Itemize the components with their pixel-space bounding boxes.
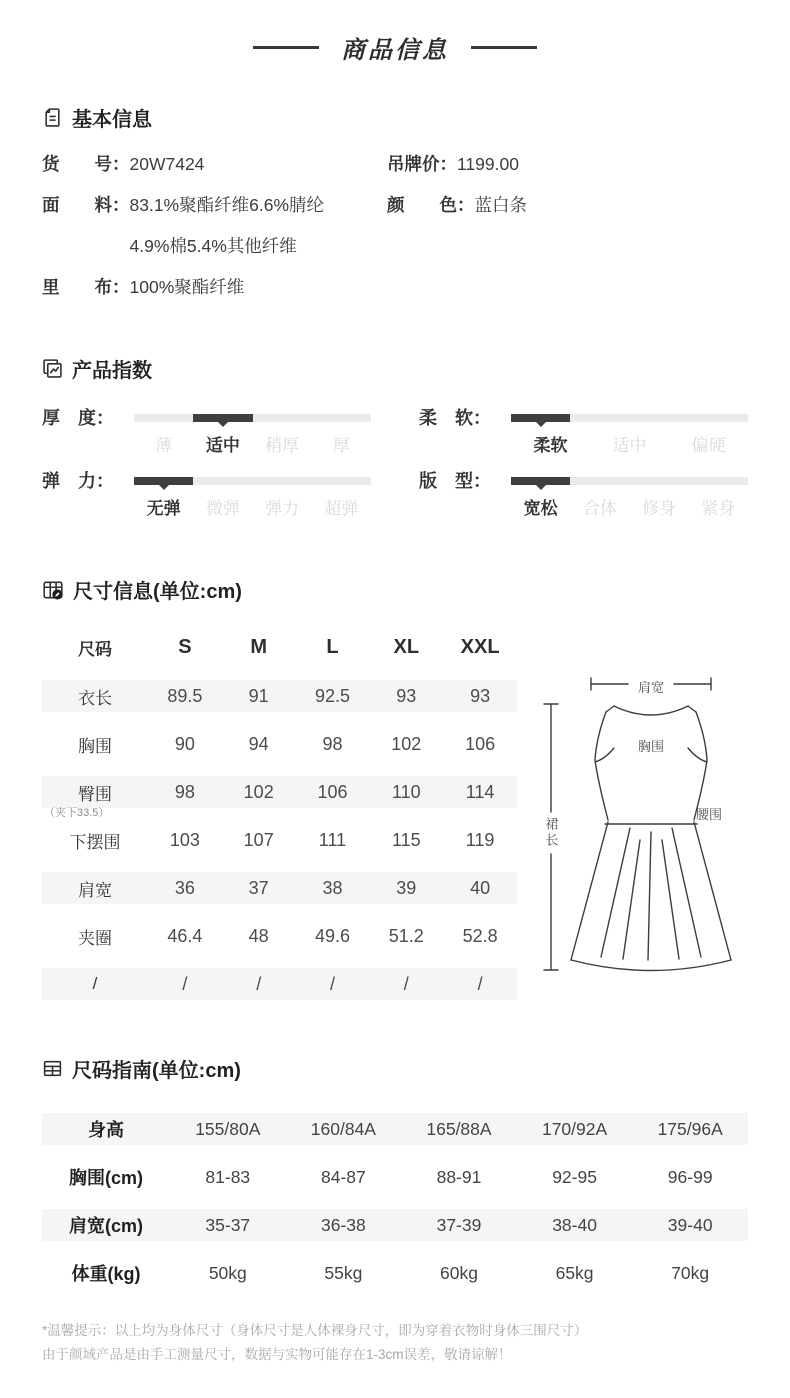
index-slider-track [134, 477, 371, 485]
index-slider-option: 紧身 [701, 499, 736, 518]
index-slider-option: 厚 [332, 436, 350, 455]
product-index-title: 产品指数 [72, 360, 152, 382]
size-table-cell: / [148, 960, 222, 1008]
index-slider-label: 版 型： [419, 471, 491, 491]
guide-table-row [42, 1153, 748, 1201]
diagram-shoulder-label: 肩宽 [637, 680, 665, 695]
index-slider-option: 柔软 [533, 436, 568, 455]
index-slider-active-segment [511, 414, 570, 422]
size-table-cell: / [443, 960, 517, 1008]
size-table-cell: 51.2 [388, 925, 424, 946]
size-table-cell: 102 [391, 733, 422, 754]
index-slider-active-segment [134, 477, 193, 485]
index-slider-label: 弹 力： [42, 471, 114, 491]
index-slider [419, 407, 748, 456]
index-slider-option: 弹力 [265, 499, 300, 518]
size-info-title: 尺寸信息(单位:cm) [73, 581, 242, 603]
index-slider-active-segment [193, 414, 252, 422]
footer-note [0, 1319, 790, 1368]
size-table-cell: / [369, 960, 443, 1008]
index-slider-option: 无弹 [146, 499, 181, 518]
guide-table-cell: 96-99 [667, 1166, 713, 1187]
info-field-label: 吊牌价： [387, 154, 457, 174]
size-table-cell: 36 [148, 864, 222, 912]
size-table-cell: 106 [296, 768, 370, 816]
size-row-label: 下摆围 [69, 832, 121, 852]
size-row-label: 臀围 （夹下33.5） [42, 768, 148, 816]
index-slider-track [511, 414, 748, 422]
guide-table-cell: 60kg [440, 1262, 478, 1283]
index-slider-option: 适中 [612, 436, 647, 455]
size-table-cell: 91 [222, 672, 296, 720]
size-table-row [42, 672, 517, 720]
header-left-rule [253, 46, 319, 49]
size-table-cell: 52.8 [462, 925, 498, 946]
guide-row-label: 体重(kg) [71, 1264, 141, 1284]
size-row-label: 肩宽 [42, 864, 148, 912]
index-slider-active-segment [511, 477, 570, 485]
size-table [42, 622, 517, 1008]
guide-table-cell: 38-40 [517, 1201, 633, 1249]
index-slider-option: 宽松 [523, 499, 558, 518]
size-table-cell: 46.4 [167, 925, 203, 946]
info-field-label: 里 布： [42, 277, 130, 297]
info-field [387, 144, 748, 185]
guide-table-cell: 55kg [324, 1262, 363, 1283]
info-field [387, 185, 748, 226]
guide-table-cell: 165/88A [401, 1105, 517, 1153]
info-field-value: 蓝白条 [474, 195, 527, 215]
size-table-cell: 102 [222, 768, 296, 816]
size-table-cell: 48 [248, 925, 269, 946]
size-table-cell: 38 [296, 864, 370, 912]
size-table-header-cell: XL [393, 635, 420, 658]
trend-chart-icon [42, 358, 63, 379]
size-row-note: （夹下33.5） [44, 807, 110, 819]
guide-table-row [42, 1201, 748, 1249]
index-slider-option: 稍厚 [265, 436, 300, 455]
guide-table-cell: 65kg [555, 1262, 594, 1283]
size-info-title-row [42, 575, 748, 604]
size-row-label: 衣长 [42, 672, 148, 720]
info-field-label: 面 料： [42, 195, 130, 215]
info-field-value: 100%聚酯纤维 [129, 277, 245, 297]
size-info-section [0, 575, 790, 1008]
basic-info-title-row [42, 103, 748, 132]
header-right-rule [471, 46, 537, 49]
index-slider-label: 柔 软： [419, 408, 491, 428]
size-table-header-cell: L [326, 635, 339, 658]
index-slider [42, 407, 371, 456]
size-table-row [42, 864, 517, 912]
size-table-cell: 94 [248, 733, 269, 754]
document-icon [42, 107, 63, 128]
guide-table-row [42, 1105, 748, 1153]
index-slider-marker [218, 422, 228, 432]
size-table-header-cell: XXL [460, 635, 500, 658]
index-slider-marker [536, 422, 546, 432]
size-table-cell: 106 [465, 733, 496, 754]
measure-table-icon [42, 579, 64, 601]
guide-table-cell: 81-83 [205, 1166, 251, 1187]
basic-info-section [0, 103, 790, 308]
info-field [42, 185, 387, 267]
footer-note-line2: 由于颜域产品是由手工测量尺寸，数据与实物可能存在1-3cm误差，敬请谅解！ [42, 1347, 512, 1363]
page-header [0, 0, 790, 65]
index-slider-track [511, 477, 748, 485]
guide-table-cell: 39-40 [632, 1201, 748, 1249]
basic-info-left-column [42, 144, 387, 308]
diagram-waist-label: 腰围 [696, 807, 723, 822]
dress-outline-drawing [533, 670, 748, 982]
size-table-cell: 39 [369, 864, 443, 912]
footer-note-line1: *温馨提示：以上均为身体尺寸（身体尺寸是人体裸身尺寸，即为穿着衣物时身体三围尺寸） [42, 1323, 588, 1338]
product-index-section [0, 354, 790, 519]
size-table-row [42, 720, 517, 768]
index-slider-option: 超弹 [324, 499, 359, 518]
info-field-value: 1199.00 [457, 154, 519, 174]
index-slider-option: 合体 [582, 499, 617, 518]
guide-table-cell: 170/92A [517, 1105, 633, 1153]
size-table-header-cell: M [250, 635, 268, 658]
size-row-label: / [42, 960, 148, 1008]
index-slider-marker [536, 485, 546, 495]
index-slider-option: 薄 [155, 436, 173, 455]
size-table-header-cell: S [178, 635, 192, 658]
size-table-row [42, 912, 517, 960]
size-table-cell: 93 [443, 672, 517, 720]
guide-row-label: 肩宽(cm) [42, 1201, 170, 1249]
index-slider-track [134, 414, 371, 422]
size-table-cell: / [222, 960, 296, 1008]
product-index-title-row [42, 354, 748, 383]
guide-table-cell: 37-39 [401, 1201, 517, 1249]
index-slider-label: 厚 度： [42, 408, 114, 428]
size-guide-title-row [42, 1054, 748, 1083]
size-table-cell: 98 [148, 768, 222, 816]
size-row-label: 胸围 [78, 736, 112, 756]
size-table-row [42, 816, 517, 864]
size-table-cell: / [296, 960, 370, 1008]
index-slider-option: 修身 [642, 499, 677, 518]
guide-table-cell: 175/96A [632, 1105, 748, 1153]
info-field-value: 83.1%聚酯纤维6.6%腈纶 4.9%棉5.4%其他纤维 [129, 195, 325, 256]
diagram-bust-label: 胸围 [637, 739, 665, 754]
size-table-cell: 115 [391, 829, 421, 850]
page-title: 商品信息 [341, 37, 449, 64]
guide-table-cell: 92-95 [552, 1166, 597, 1187]
size-table-cell: 40 [443, 864, 517, 912]
guide-table-cell: 155/80A [170, 1105, 286, 1153]
guide-table-cell: 84-87 [321, 1166, 366, 1187]
basic-info-fields [42, 144, 748, 308]
size-table-cell: 111 [318, 829, 347, 850]
index-slider-option: 微弹 [205, 499, 240, 518]
size-table-cell: 114 [443, 768, 517, 816]
diagram-length-label: 裙长 [543, 817, 559, 849]
guide-table-cell: 88-91 [436, 1166, 482, 1187]
info-field-label: 颜 色： [387, 195, 475, 215]
size-guide-table [42, 1105, 748, 1297]
info-field-value: 20W7424 [129, 154, 205, 174]
size-table-cell: 98 [322, 733, 343, 754]
basic-info-right-column [387, 144, 748, 308]
guide-table-row [42, 1249, 748, 1297]
grid-table-icon [42, 1058, 63, 1079]
size-table-cell: 103 [169, 829, 200, 850]
guide-row-label: 胸围(cm) [68, 1168, 143, 1188]
size-table-cell: 107 [243, 829, 274, 850]
size-table-cell: 89.5 [148, 672, 222, 720]
guide-table-cell: 35-37 [170, 1201, 286, 1249]
guide-table-cell: 50kg [208, 1262, 247, 1283]
index-slider [42, 470, 371, 519]
size-table-cell: 110 [369, 768, 443, 816]
size-row-label: 夹圈 [78, 928, 112, 948]
size-table-cell: 49.6 [314, 925, 351, 946]
info-field [42, 144, 387, 185]
index-slider [419, 470, 748, 519]
size-table-row [42, 768, 517, 816]
size-table-header-row [42, 622, 517, 672]
index-slider-marker [159, 485, 169, 495]
size-table-cell: 93 [369, 672, 443, 720]
size-guide-title: 尺码指南(单位:cm) [72, 1060, 241, 1082]
index-sliders [42, 407, 748, 519]
info-field-label: 货 号： [42, 154, 130, 174]
size-table-cell: 90 [174, 733, 195, 754]
basic-info-title: 基本信息 [72, 109, 152, 131]
index-slider-option: 偏硬 [691, 436, 726, 455]
guide-table-cell: 70kg [671, 1262, 710, 1283]
guide-row-label: 身高 [42, 1105, 170, 1153]
info-field [42, 267, 387, 308]
dress-diagram [533, 670, 748, 982]
size-table-header-cell: 尺码 [78, 639, 112, 659]
size-table-cell: 119 [465, 829, 495, 850]
guide-table-cell: 36-38 [286, 1201, 402, 1249]
index-slider-option: 适中 [205, 436, 240, 455]
size-guide-section [0, 1054, 790, 1297]
size-table-row [42, 960, 517, 1008]
size-table-cell: 92.5 [296, 672, 370, 720]
guide-table-cell: 160/84A [286, 1105, 402, 1153]
size-table-cell: 37 [222, 864, 296, 912]
